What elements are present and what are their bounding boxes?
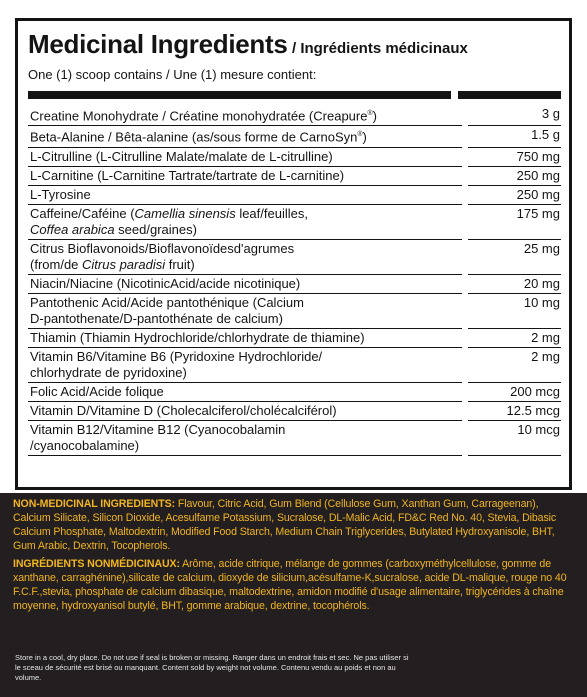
ingredient-name: Thiamin (Thiamin Hydrochloride/chlorhydrate de thiamine) — [28, 328, 465, 347]
non-medicinal-en — [13, 497, 575, 553]
ingredient-amount: 2 mg — [465, 347, 561, 382]
non-medicinal-en-list: Flavour, Citric Acid, Gum Blend (Cellulose Gum, Xanthan Gum, Carrageenan), Calcium Silicate, Silicon Dioxide, Acesulfame Potassium, Sucralose, DL-Malic Acid, FD&C Red No. 40, Stevia, Dibasic Calcium Phosphate, Maltodextrin, Modified Food Starch, Medium Chain Triglycerides, Butylated Hydroxyanisole, BHT, Gum Arabic, Dextrin, Tocopherols. — [13, 498, 557, 552]
table-row — [28, 293, 561, 328]
table-row — [28, 166, 561, 185]
ingredient-amount: 10 mcg — [465, 420, 561, 455]
ingredient-name: Vitamin B12/Vitamine B12 (Cyanocobalamin /cyanocobalamine) — [28, 420, 465, 455]
ingredient-amount: 1.5 g — [465, 126, 561, 147]
table-row — [28, 401, 561, 420]
ingredient-name: Citrus Bioflavonoids/Bioflavonoïdesd'agrumes (from/de Citrus paradisi fruit) — [28, 239, 465, 274]
non-medicinal-fr — [13, 557, 575, 613]
header-bar-left — [28, 91, 451, 99]
ingredients-table — [28, 105, 561, 456]
ingredient-name: Folic Acid/Acide folique — [28, 382, 465, 401]
ingredient-amount: 12.5 mcg — [465, 401, 561, 420]
title-main: Medicinal Ingredients — [28, 29, 288, 59]
non-medicinal-en-label: NON-MEDICINAL INGREDIENTS: — [13, 498, 175, 510]
storage-instructions: Store in a cool, dry place. Do not use if seal is broken or missing. Ranger dans un endroit frais et sec. Ne pas utiliser si le sceau de sécurité est brisé ou manquant. Content sold by weight not volume. Contenu vendu au poids et non au volume. — [15, 653, 409, 682]
ingredient-amount: 20 mg — [465, 274, 561, 293]
header-bar-right — [458, 91, 561, 99]
table-row — [28, 239, 561, 274]
table-row — [28, 126, 561, 147]
table-row — [28, 147, 561, 166]
non-medicinal-panel — [0, 493, 587, 697]
table-row — [28, 328, 561, 347]
table-row — [28, 420, 561, 455]
ingredient-name: L-Carnitine (L-Carnitine Tartrate/tartrate de L-carnitine) — [28, 166, 465, 185]
table-row — [28, 204, 561, 239]
table-row — [28, 274, 561, 293]
serving-statement: One (1) scoop contains / Une (1) mesure contient: — [28, 67, 317, 82]
medicinal-ingredients-panel — [15, 18, 572, 490]
ingredient-amount: 2 mg — [465, 328, 561, 347]
non-medicinal-text — [13, 497, 575, 613]
ingredient-name: Beta-Alanine / Bêta-alanine (as/sous forme de CarnoSyn®) — [28, 126, 465, 147]
table-row — [28, 105, 561, 126]
ingredient-amount: 3 g — [465, 105, 561, 126]
ingredient-amount: 25 mg — [465, 239, 561, 274]
table-row — [28, 185, 561, 204]
ingredient-amount: 175 mg — [465, 204, 561, 239]
ingredient-name: Caffeine/Caféine (Camellia sinensis leaf/feuilles, Coffea arabica seed/graines) — [28, 204, 465, 239]
ingredient-name: Vitamin B6/Vitamine B6 (Pyridoxine Hydrochloride/ chlorhydrate de pyridoxine) — [28, 347, 465, 382]
table-row — [28, 347, 561, 382]
title-sub: / Ingrédients médicinaux — [291, 40, 468, 57]
non-medicinal-fr-label: INGRÉDIENTS NONMÉDICINAUX: — [13, 558, 180, 570]
ingredient-name: L-Tyrosine — [28, 185, 465, 204]
ingredient-name: Vitamin D/Vitamine D (Cholecalciferol/cholécalciférol) — [28, 401, 465, 420]
ingredient-name: Pantothenic Acid/Acide pantothénique (Calcium D-pantothenate/D-pantothénate de calcium) — [28, 293, 465, 328]
ingredient-name: Niacin/Niacine (NicotinicAcid/acide nicotinique) — [28, 274, 465, 293]
non-medicinal-fr-list: Arôme, acide citrique, mélange de gommes (carboxyméthylcellulose, gomme de xanthane, carraghénine),silicate de calcium, dioxyde de silicium,acésulfame-K,sucralose, acide DL-malique, rouge no 40 F.C.F.,stevia, phosphate de calcium dibasique, maltodextrine, amidon modifié d'usage alimentaire, triglycérides à chaîne moyenne, hydroxyanisol butylé, BHT, gomme arabique, dextrine, tocophérols. — [13, 558, 567, 612]
ingredient-amount: 200 mcg — [465, 382, 561, 401]
ingredient-name: Creatine Monohydrate / Créatine monohydratée (Creapure®) — [30, 108, 377, 124]
table-row — [28, 382, 561, 401]
ingredient-amount: 10 mg — [465, 293, 561, 328]
ingredient-amount: 250 mg — [465, 166, 561, 185]
ingredient-amount: 250 mg — [465, 185, 561, 204]
ingredient-amount: 750 mg — [465, 147, 561, 166]
ingredient-name: L-Citrulline (L-Citrulline Malate/malate de L-citrulline) — [28, 147, 465, 166]
panel-title — [28, 29, 468, 60]
